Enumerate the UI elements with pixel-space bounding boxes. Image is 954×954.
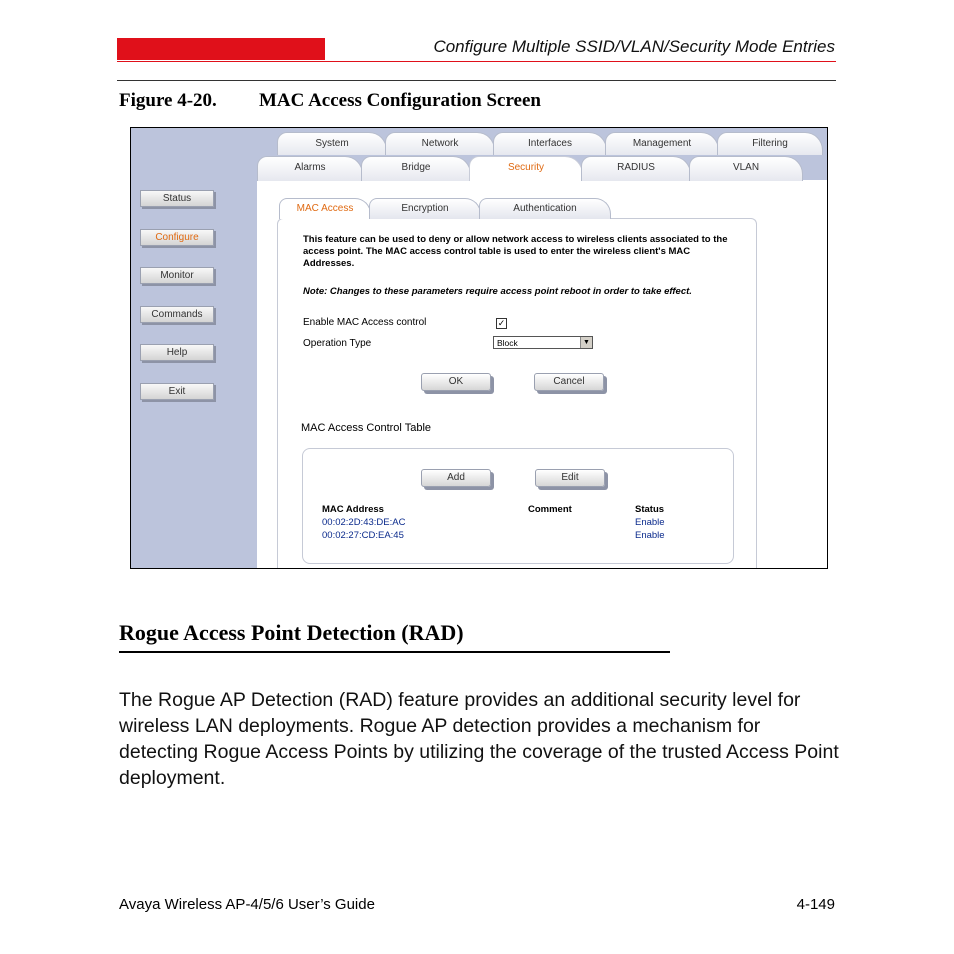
subtab-encryption[interactable]: Encryption <box>369 198 481 219</box>
sidebar-help-button[interactable]: Help <box>140 344 214 361</box>
figure-caption <box>119 90 541 112</box>
enable-mac-access-label: Enable MAC Access control <box>303 317 427 328</box>
mac-table-title: MAC Access Control Table <box>301 422 432 434</box>
add-button[interactable]: Add <box>421 469 491 487</box>
header-red-rule <box>117 61 836 62</box>
tab-filtering[interactable]: Filtering <box>717 132 823 155</box>
edit-button[interactable]: Edit <box>535 469 605 487</box>
reboot-note: Note: Changes to these parameters require access point reboot in order to take effect. <box>303 286 692 297</box>
header-red-bar <box>117 38 325 60</box>
operation-type-label: Operation Type <box>303 338 372 349</box>
dropdown-arrow-icon: ▼ <box>580 337 592 348</box>
column-header-status: Status <box>635 504 665 515</box>
tab-system[interactable]: System <box>277 132 387 155</box>
tab-interfaces[interactable]: Interfaces <box>493 132 607 155</box>
screenshot-frame <box>130 127 828 569</box>
sidebar-configure-button[interactable]: Configure <box>140 229 214 246</box>
tab-security[interactable]: Security <box>469 156 583 181</box>
tab-network[interactable]: Network <box>385 132 495 155</box>
header-rule <box>117 80 836 81</box>
tab-alarms[interactable]: Alarms <box>257 156 363 181</box>
operation-type-select[interactable] <box>493 336 593 349</box>
column-header-mac-address: MAC Address <box>322 504 384 515</box>
cancel-button[interactable]: Cancel <box>534 373 604 391</box>
table-row-status: Enable <box>635 530 665 541</box>
subtab-authentication[interactable]: Authentication <box>479 198 611 219</box>
header-title: Configure Multiple SSID/VLAN/Security Mode Entries <box>433 37 835 56</box>
feature-description: This feature can be used to deny or allow network access to wireless clients associated to the access point. The MAC access control table is used to enter the wireless client's MAC Addresses. <box>303 234 728 269</box>
sidebar <box>131 128 257 568</box>
table-row-status: Enable <box>635 517 665 528</box>
column-header-comment: Comment <box>528 504 572 515</box>
table-row-mac: 00:02:27:CD:EA:45 <box>322 530 404 541</box>
sidebar-commands-button[interactable]: Commands <box>140 306 214 323</box>
tab-bridge[interactable]: Bridge <box>361 156 471 181</box>
sidebar-monitor-button[interactable]: Monitor <box>140 267 214 284</box>
enable-mac-access-checkbox[interactable]: ✓ <box>497 318 506 328</box>
sidebar-exit-button[interactable]: Exit <box>140 383 214 400</box>
section-title: Rogue Access Point Detection (RAD) <box>119 620 464 645</box>
sidebar-status-button[interactable]: Status <box>140 190 214 207</box>
table-row-mac: 00:02:2D:43:DE:AC <box>322 517 406 528</box>
figure-number: Figure 4-20. <box>119 90 217 111</box>
footer-page-number: 4-149 <box>796 896 835 913</box>
section-rule <box>119 651 670 653</box>
tab-vlan[interactable]: VLAN <box>689 156 803 181</box>
subtab-mac-access[interactable]: MAC Access <box>279 198 371 219</box>
figure-title: MAC Access Configuration Screen <box>259 90 541 111</box>
tab-management[interactable]: Management <box>605 132 719 155</box>
operation-type-value: Block <box>497 338 518 348</box>
tab-band <box>257 128 827 180</box>
section-paragraph: The Rogue AP Detection (RAD) feature provides an additional security level for wireless LAN deployments. Rogue AP detection provides a mechanism for detecting Rogue Access Points by utilizing the coverage of the trusted Access Point deployment. <box>119 689 839 789</box>
ok-button[interactable]: OK <box>421 373 491 391</box>
footer-guide-title: Avaya Wireless AP-4/5/6 User’s Guide <box>119 896 375 913</box>
tab-radius[interactable]: RADIUS <box>581 156 691 181</box>
